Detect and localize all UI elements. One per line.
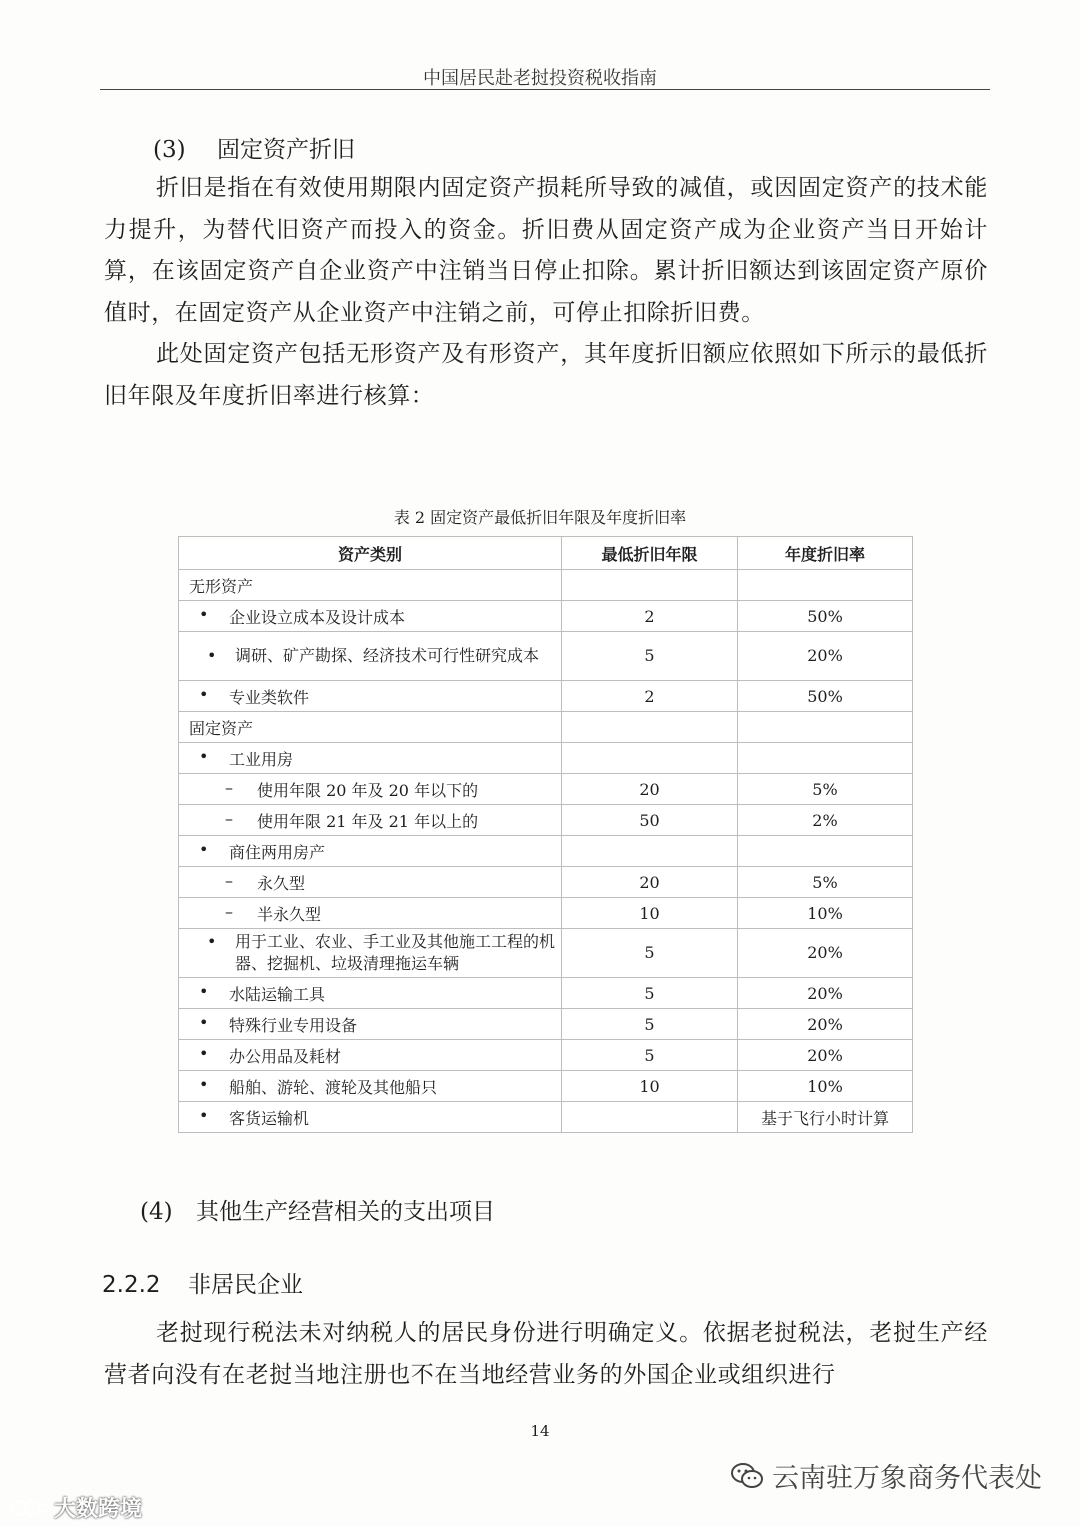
table-caption: 表 2 固定资产最低折旧年限及年度折旧率 <box>393 508 687 527</box>
annual-rate-cell: 20% <box>738 632 913 681</box>
section-2-2-2-number: 2.2.2 <box>102 1272 161 1298</box>
table-row <box>179 929 913 978</box>
bullet-marker: • <box>199 1074 209 1094</box>
asset-category-label: 调研、矿产勘探、经济技术可行性研究成本 <box>235 646 540 665</box>
asset-category-cell <box>179 1071 562 1102</box>
table-row <box>179 681 913 712</box>
min-years-cell: 10 <box>562 898 738 929</box>
bullet-marker: • <box>199 1105 209 1125</box>
bullet-marker: • <box>207 932 217 951</box>
annual-rate-cell <box>738 570 913 601</box>
asset-category-label: 专业类软件 <box>229 687 310 707</box>
depreciation-table <box>178 536 913 1133</box>
table-row <box>179 601 913 632</box>
asset-category-label: 使用年限 20 年及 20 年以下的 <box>257 780 479 800</box>
table-row <box>179 774 913 805</box>
asset-category-cell <box>179 898 562 929</box>
table-row <box>179 712 913 743</box>
wechat-icon <box>730 1462 764 1490</box>
running-header: 中国居民赴老挝投资税收指南 <box>423 68 657 89</box>
table-row <box>179 743 913 774</box>
header-annual-rate: 年度折旧率 <box>738 537 913 570</box>
min-years-cell <box>562 712 738 743</box>
dash-marker: – <box>225 808 233 828</box>
header-rule <box>100 89 990 90</box>
table-row <box>179 805 913 836</box>
min-years-cell: 10 <box>562 1071 738 1102</box>
bullet-marker: • <box>199 1012 209 1032</box>
bullet-marker: • <box>207 646 217 665</box>
asset-category-label: 使用年限 21 年及 21 年以上的 <box>257 811 479 831</box>
logo-icon <box>10 1497 50 1519</box>
min-years-cell: 50 <box>562 805 738 836</box>
asset-category-cell <box>179 1009 562 1040</box>
asset-category-cell <box>179 836 562 867</box>
section-2-2-2-body <box>104 1313 988 1396</box>
table-row <box>179 978 913 1009</box>
min-years-cell <box>562 570 738 601</box>
bullet-marker: • <box>199 746 209 766</box>
dash-marker: – <box>225 870 233 890</box>
annual-rate-cell: 20% <box>738 1040 913 1071</box>
asset-category-label: 固定资产 <box>189 718 254 738</box>
annual-rate-cell <box>738 836 913 867</box>
asset-category-cell <box>179 712 562 743</box>
annual-rate-cell: 10% <box>738 1071 913 1102</box>
asset-category-label: 船舶、游轮、渡轮及其他船只 <box>229 1077 438 1097</box>
annual-rate-cell: 50% <box>738 601 913 632</box>
asset-category-label: 特殊行业专用设备 <box>229 1015 358 1035</box>
watermark-right-text: 云南驻万象商务代表处 <box>772 1463 1042 1494</box>
asset-category-cell <box>179 1102 562 1133</box>
dash-marker: – <box>225 777 233 797</box>
section-4-number: (4) <box>140 1199 173 1225</box>
annual-rate-cell <box>738 712 913 743</box>
min-years-cell: 2 <box>562 681 738 712</box>
asset-category-cell <box>179 681 562 712</box>
watermark-right <box>730 1456 1042 1495</box>
asset-category-cell <box>179 867 562 898</box>
min-years-cell <box>562 743 738 774</box>
asset-category-cell <box>179 632 562 681</box>
min-years-cell: 20 <box>562 774 738 805</box>
table-row <box>179 1071 913 1102</box>
table-row <box>179 867 913 898</box>
asset-category-cell <box>179 743 562 774</box>
annual-rate-cell: 50% <box>738 681 913 712</box>
annual-rate-cell <box>738 743 913 774</box>
asset-category-label: 用于工业、农业、手工业及其他施工工程的机器、挖掘机、垃圾清理拖运车辆 <box>235 932 556 973</box>
table-body <box>179 570 913 1133</box>
bullet-marker: • <box>199 604 209 624</box>
annual-rate-cell: 20% <box>738 929 913 978</box>
table-row <box>179 1009 913 1040</box>
min-years-cell <box>562 1102 738 1133</box>
annual-rate-cell: 20% <box>738 978 913 1009</box>
paragraph-asset-scope: 此处固定资产包括无形资产及有形资产，其年度折旧额应依照如下所示的最低折旧年限及年度折旧率进行核算： <box>104 341 988 409</box>
bullet-marker: • <box>199 839 209 859</box>
table-row <box>179 898 913 929</box>
dash-marker: – <box>225 901 233 921</box>
paragraph-depreciation-definition: 折旧是指在有效使用期限内固定资产损耗所导致的减值，或因固定资产的技术能力提升，为替代旧资产而投入的资金。折旧费从固定资产成为企业资产当日开始计算，在该固定资产自企业资产中注销当日停止扣除。累计折旧额达到该固定资产原价值时，在固定资产从企业资产中注销之前，可停止扣除折旧费。 <box>104 175 988 326</box>
section-2-2-2-title: 非居民企业 <box>188 1272 303 1298</box>
asset-category-label: 水陆运输工具 <box>229 984 326 1004</box>
section-3-title: 固定资产折旧 <box>217 137 355 163</box>
annual-rate-cell: 5% <box>738 867 913 898</box>
asset-category-label: 商住两用房产 <box>229 842 326 862</box>
section-2-2-2-heading <box>102 1266 303 1299</box>
annual-rate-cell: 2% <box>738 805 913 836</box>
section-3-body <box>104 168 988 417</box>
min-years-cell: 2 <box>562 601 738 632</box>
annual-rate-cell: 10% <box>738 898 913 929</box>
page-number: 14 <box>530 1422 550 1440</box>
min-years-cell: 5 <box>562 1040 738 1071</box>
asset-category-cell <box>179 570 562 601</box>
annual-rate-cell: 20% <box>738 1009 913 1040</box>
asset-category-cell <box>179 929 562 978</box>
bullet-marker: • <box>199 1043 209 1063</box>
table-row <box>179 1102 913 1133</box>
asset-category-cell <box>179 978 562 1009</box>
table-row <box>179 632 913 681</box>
paragraph-non-resident: 老挝现行税法未对纳税人的居民身份进行明确定义。依据老挝税法，老挝生产经营者向没有在老挝当地注册也不在当地经营业务的外国企业或组织进行 <box>104 1320 988 1388</box>
asset-category-label: 办公用品及耗材 <box>229 1046 342 1066</box>
asset-category-cell <box>179 1040 562 1071</box>
min-years-cell: 5 <box>562 632 738 681</box>
header-min-years: 最低折旧年限 <box>562 537 738 570</box>
asset-category-label: 企业设立成本及设计成本 <box>229 607 406 627</box>
min-years-cell: 20 <box>562 867 738 898</box>
asset-category-label: 客货运输机 <box>229 1108 310 1128</box>
min-years-cell <box>562 836 738 867</box>
table-header-row <box>179 537 913 570</box>
asset-category-label: 永久型 <box>257 873 306 893</box>
bullet-marker: • <box>199 684 209 704</box>
annual-rate-cell: 5% <box>738 774 913 805</box>
asset-category-cell <box>179 601 562 632</box>
bullet-marker: • <box>199 981 209 1001</box>
asset-category-label: 无形资产 <box>189 576 254 596</box>
watermark-left-text: 大数跨境 <box>54 1497 143 1522</box>
section-4-heading <box>140 1193 495 1226</box>
table-row <box>179 1040 913 1071</box>
asset-category-label: 工业用房 <box>229 749 294 769</box>
section-3-number: (3) <box>153 137 186 163</box>
annual-rate-cell: 基于飞行小时计算 <box>738 1102 913 1133</box>
table-row <box>179 570 913 601</box>
section-3-heading <box>153 131 355 164</box>
section-4-title: 其他生产经营相关的支出项目 <box>196 1199 495 1225</box>
min-years-cell: 5 <box>562 1009 738 1040</box>
asset-category-label: 半永久型 <box>257 904 322 924</box>
min-years-cell: 5 <box>562 978 738 1009</box>
table-row <box>179 836 913 867</box>
min-years-cell: 5 <box>562 929 738 978</box>
asset-category-cell <box>179 774 562 805</box>
header-asset-category: 资产类别 <box>179 537 562 570</box>
watermark-left <box>10 1492 142 1523</box>
asset-category-cell <box>179 805 562 836</box>
